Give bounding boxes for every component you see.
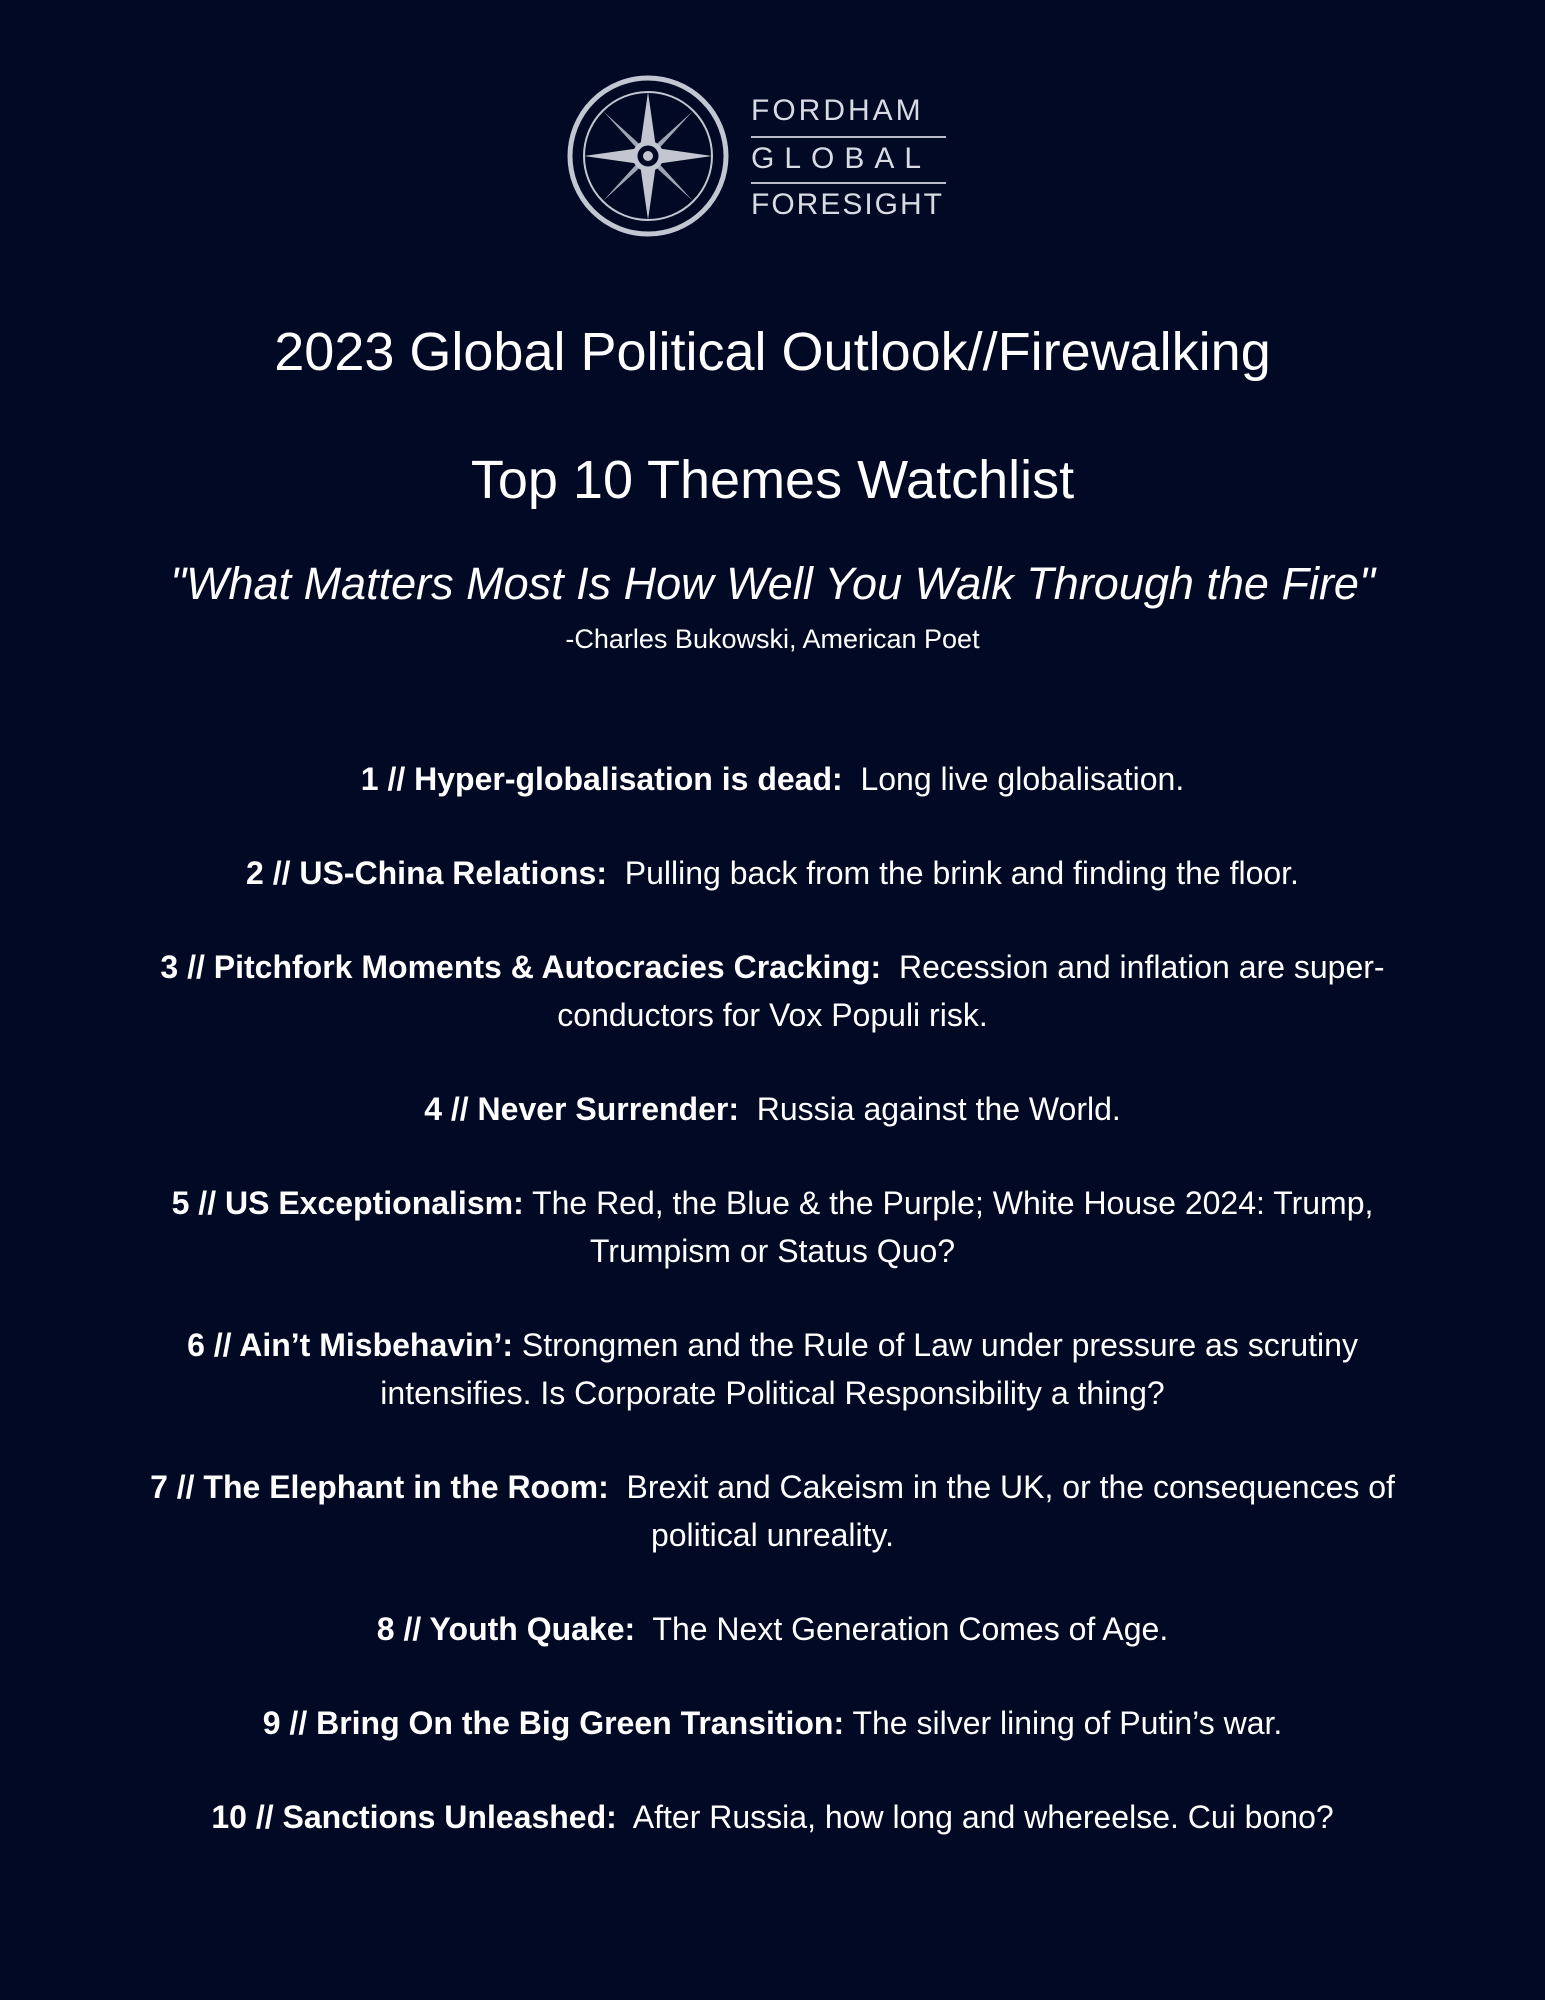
theme-item — [140, 943, 1405, 1039]
theme-label: 1 // Hyper-globalisation is dead: — [360, 761, 843, 797]
theme-item — [140, 1793, 1405, 1841]
theme-text: Long live globalisation. — [860, 761, 1185, 797]
theme-label: 9 // Bring On the Big Green Transition: — [262, 1705, 845, 1741]
quote-attribution: -Charles Bukowski, American Poet — [565, 624, 980, 654]
page-title: 2023 Global Political Outlook//Firewalking — [274, 322, 1271, 382]
theme-label: 4 // Never Surrender: — [424, 1091, 739, 1127]
theme-item — [140, 1605, 1405, 1653]
logo-line-fordham: FORDHAM — [751, 94, 924, 127]
themes-list — [140, 755, 1405, 1887]
theme-item — [140, 1699, 1405, 1747]
logo-line-foresight: FORESIGHT — [751, 182, 946, 220]
theme-text: The Red, the Blue & the Purple; White House 2024: Trump, Trumpism or Status Quo? — [532, 1185, 1374, 1269]
theme-label: 10 // Sanctions Unleashed: — [211, 1799, 617, 1835]
fordham-global-foresight-logo — [566, 74, 946, 238]
theme-text: Recession and inflation are super-conductors for Vox Populi risk. — [557, 949, 1385, 1033]
theme-item — [140, 1085, 1405, 1133]
theme-text: Brexit and Cakeism in the UK, or the consequences of political unreality. — [626, 1469, 1395, 1553]
page-subtitle: Top 10 Themes Watchlist — [470, 450, 1075, 510]
theme-item — [140, 1179, 1405, 1275]
logo-wordmark — [751, 96, 946, 220]
theme-label: 8 // Youth Quake: — [376, 1611, 636, 1647]
theme-label: 3 // Pitchfork Moments & Autocracies Cracking: — [160, 949, 882, 985]
theme-text: The Next Generation Comes of Age. — [652, 1611, 1169, 1647]
compass-rose-icon — [566, 74, 730, 238]
theme-item — [140, 849, 1405, 897]
theme-text: After Russia, how long and whereelse. Cui bono? — [632, 1799, 1334, 1835]
logo-line-global: GLOBAL — [751, 136, 946, 174]
theme-item — [140, 1463, 1405, 1559]
theme-label: 6 // Ain’t Misbehavin’: — [187, 1327, 514, 1363]
theme-text: Pulling back from the brink and finding the floor. — [624, 855, 1299, 891]
theme-label: 2 // US-China Relations: — [246, 855, 607, 891]
theme-item — [140, 755, 1405, 803]
epigraph-quote: "What Matters Most Is How Well You Walk Through the Fire" — [170, 558, 1375, 609]
theme-text: Strongmen and the Rule of Law under pressure as scrutiny intensifies. Is Corporate Political Responsibility a thing? — [380, 1327, 1358, 1411]
theme-item — [140, 1321, 1405, 1417]
theme-label: 7 // The Elephant in the Room: — [150, 1469, 609, 1505]
theme-text: The silver lining of Putin’s war. — [852, 1705, 1283, 1741]
theme-text: Russia against the World. — [756, 1091, 1121, 1127]
theme-label: 5 // US Exceptionalism: — [171, 1185, 524, 1221]
